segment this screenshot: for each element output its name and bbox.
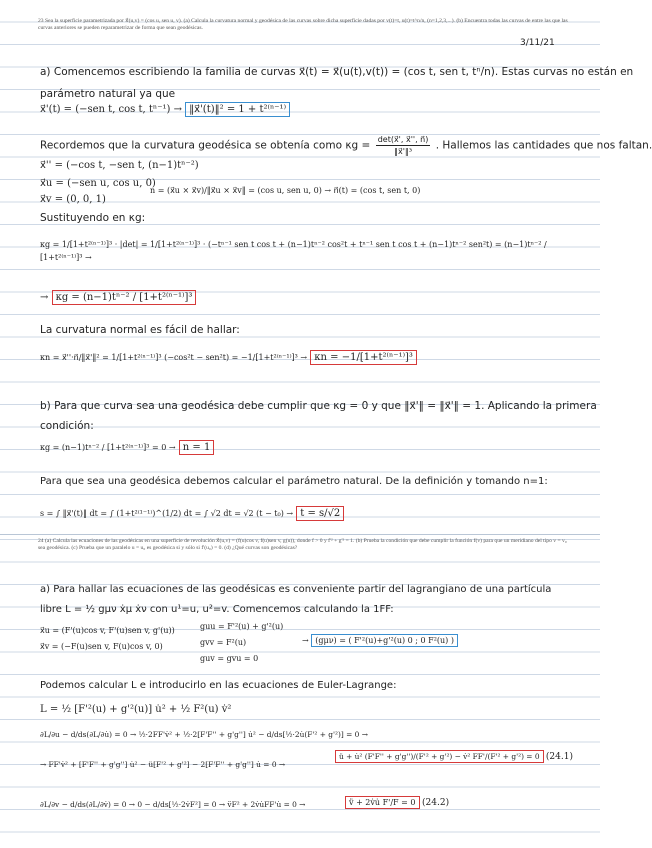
p24-euler-lagrange-u-1: ∂L/∂u − d/ds(∂L/∂u̇) = 0 → ½·2FF'v̇² + ½·2[F'F'' + g'g''] u̇² − d/ds[½·2u̇(F'² + g'²)] = 0 → [40,730,368,739]
p24-v-result-line [345,798,449,808]
equation-tag-24-1: (24.1) [545,752,573,762]
p24-part-a-text: a) Para hallar las ecuaciones de las geodésicas es conveniente partir del lagrangiano de una partícula [40,584,552,595]
v-geodesic-box: v̈ + 2v̇u̇ F'/F = 0 [345,796,420,809]
p24-calc-text: Podemos calcular L e introducirlo en las ecuaciones de Euler-Lagrange: [40,680,397,691]
kg-result-box: κg = (n−1)tⁿ⁻² / [1+t²⁽ⁿ⁻¹⁾]³ [52,290,197,305]
p24-metric-line: → (gμν) = ( F'²(u)+g'²(u) 0 ; 0 F²(u) ) [302,636,458,645]
date-note: 3/11/21 [520,38,555,48]
xu-vector: x⃗u = (−sen u, cos u, 0) [40,178,156,189]
metric-matrix-box: (gμν) = ( F'²(u)+g'²(u) 0 ; 0 F²(u) ) [311,634,458,647]
natural-parameter-text: Para que sea una geodésica debemos calcular el parámetro natural. De la definición y tomando n=1: [40,476,548,487]
part-a-intro: a) Comencemos escribiendo la familia de curvas x⃗(t) = x⃗(u(t),v(t)) = (cos t, sen t, tⁿ/n). Estas curvas no están en [40,66,634,78]
recall-line [40,134,652,157]
norm-box: ‖x⃗'(t)‖² = 1 + t²⁽ⁿ⁻¹⁾ [185,102,290,117]
natural-parameter-line [40,508,344,519]
kn-line [40,352,417,363]
recall-text: Recordemos que la curvatura geodésica se obtenía como [40,139,342,152]
p24-xv: x⃗v = (−F(u)sen v, F(u)cos v, 0) [40,642,163,651]
recall-end: . Hallemos las cantidades que nos faltan. [435,139,652,152]
part-a-intro-2: parámetro natural ya que [40,88,176,100]
derivative-line [40,104,290,115]
equation-tag-24-2: (24.2) [422,798,450,808]
part-b-text-2: condición: [40,420,94,432]
p24-guu: guu = F'²(u) + g'²(u) [200,622,284,631]
u-geodesic-box: ü + u̇² (F'F'' + g'g'')/(F'² + g'²) − v̇² FF'/(F'² + g'²) = 0 [335,750,544,763]
p24-lagrangian: L = ½ [F'²(u) + g'²(u)] u̇² + ½ F²(u) v̇² [40,704,232,715]
natural-parameter-expression: s = ∫ ‖x⃗'(t)‖ dt = ∫ (1+t²⁽¹⁻¹⁾)^(1/2) dt = ∫ √2 dt = √2 (t − t₀) → [40,509,294,518]
part-b-text: b) Para que curva sea una geodésica debe cumplir que κg = 0 y que ‖x⃗'‖ = ‖x⃗'‖ = 1. Aplicando la primera [40,400,597,412]
kg-definition [376,134,431,157]
p24-gvv: gvv = F²(u) [200,638,247,647]
second-derivative: x⃗'' = (−cos t, −sen t, (n−1)tⁿ⁻²) [40,160,199,171]
p24-guv: guv = gvu = 0 [200,654,259,663]
p24-euler-lagrange-v: ∂L/∂v − d/ds(∂L/∂v̇) = 0 → 0 − d/ds[½·2v̇F²] = 0 → v̈F² + 2v̇u̇FF'u̇ = 0 → [40,800,306,809]
kg-calculation: κg = 1/[1+t²⁽ⁿ⁻¹⁾]³ · |det| = 1/[1+t²⁽ⁿ⁻¹⁾]³ · (−tⁿ⁻¹ sen t cos t + (n−1)tⁿ⁻² cos²t + tⁿ⁻¹ sen t cos t + (n−1)tⁿ⁻² sen²t) = (n−1)tⁿ⁻² / [1+t²⁽ⁿ⁻¹⁾]³ → [40,240,547,262]
part-b-expression: κg = (n−1)tⁿ⁻² / [1+t²⁽ⁿ⁻¹⁾]³ = 0 → [40,443,176,452]
p24-part-a-text-2: libre L = ½ gμν ẋμ ẋν con u¹=u, u²=v. Comencemos calculando la 1FF: [40,604,394,615]
normal-formula: n = (x⃗u × x⃗v)/‖x⃗u × x⃗v‖ = (cos u, sen u, 0) → n⃗(t) = (cos t, sen t, 0) [150,186,421,195]
problem-24-statement: 24 (a) Calcula las ecuaciones de las geodésicas en una superficie de revolución x⃗(u,v) = (f(u)cos v, f(u)sen v, g(u)), donde f > 0 y f'² + g'² = 1. (b) Prueba la condición que debe cumplir la función f(v) para que un meridiano del tipo v = v₀ sea geodésica. (c) Prueba que un paralelo u = u₀ es geodésica si y sólo si f'(u₀) = 0. (d) ¿Qué curvas son geodésicas? [38,538,567,551]
derivative-expression: x⃗'(t) = (−sen t, cos t, tⁿ⁻¹) → [40,104,182,115]
t-result-box: t = s/√2 [296,506,344,521]
kg-label: κg = [345,139,371,152]
kn-result-box: κn = −1/[1+t²⁽ⁿ⁻¹⁾]³ [310,350,417,365]
substitution-text: Sustituyendo en κg: [40,212,146,224]
kg-result-line: → κg = (n−1)tⁿ⁻² / [1+t²⁽ⁿ⁻¹⁾]³ [40,292,196,303]
normal-curvature-text: La curvatura normal es fácil de hallar: [40,324,240,336]
p24-u-result-line [335,752,573,762]
kn-calculation: κn = x⃗''·n⃗/‖x⃗'‖² = 1/[1+t²⁽ⁿ⁻¹⁾]³ (−cos²t − sen²t) = −1/[1+t²⁽ⁿ⁻¹⁾]³ → [40,353,308,362]
xv-vector: x⃗v = (0, 0, 1) [40,194,106,205]
problem-23-statement: 23 Sea la superficie parametrizada por x⃗(u,v) = (cos u, sen u, v). (a) Calcula la curvatura normal y geodésica de las curvas sobre dicha superficie dadas por v(t)=t, u(t)=t^n/n, (n=1,2,3,...). (b) Encuentra todas las curvas de entre las que las curvas anteriores se pueden reparametrizar de forma que sean geodésicas. [38,18,568,31]
n-equals-one-box: n = 1 [179,440,215,455]
kg-def-denominator: ‖x⃗'‖³ [393,147,413,156]
problem-separator [0,534,600,535]
part-b-equation [40,442,214,453]
kg-def-numerator: det(x⃗', x⃗'', n⃗) [377,135,429,144]
p24-euler-lagrange-u-2: → FF'v̇² + [F'F'' + g'g''] u̇² − ü[F'² + g'²] − 2[F'F'' + g'g''] u̇ = 0 → [40,760,286,769]
p24-xu: x⃗u = (F'(u)cos v, F'(u)sen v, g'(u)) [40,626,175,635]
